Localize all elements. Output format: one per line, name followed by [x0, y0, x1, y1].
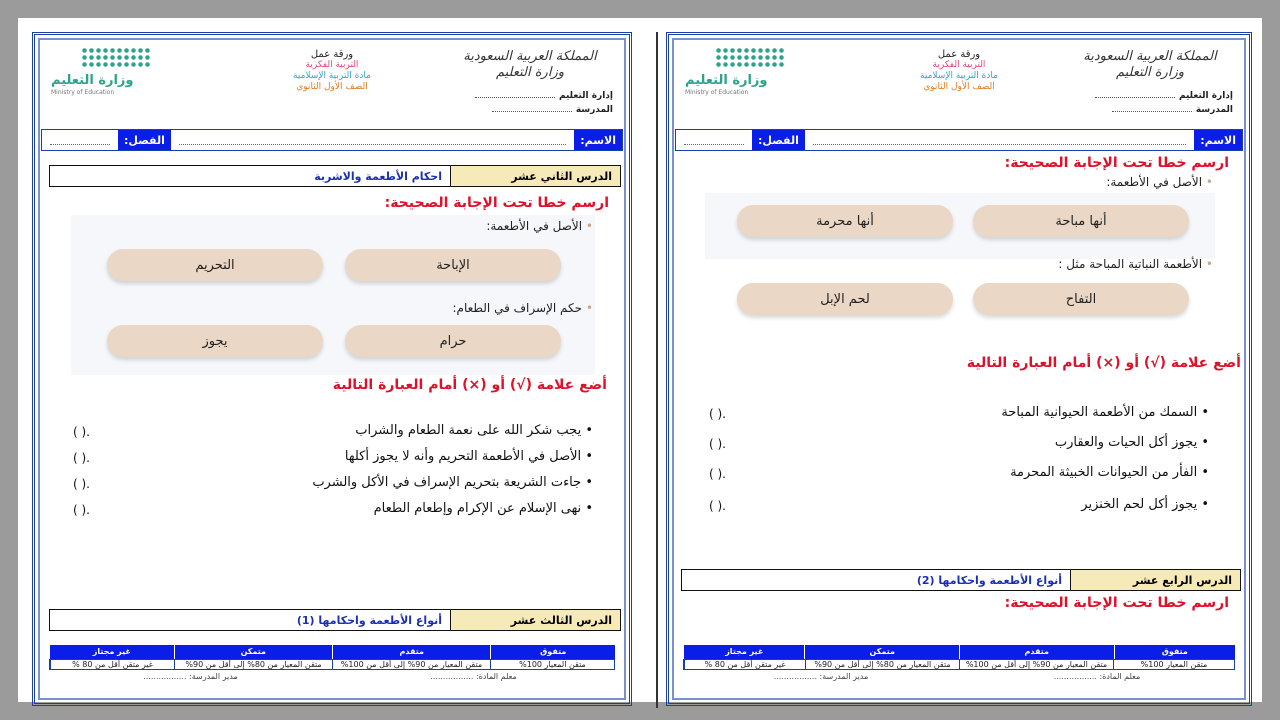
- name-label: الاسم:: [1194, 130, 1242, 150]
- question-text: • الأصل في الأطعمة:: [1106, 175, 1213, 189]
- answer-blank[interactable]: ( ).: [709, 467, 726, 481]
- q2-title: أضع علامة (√) أو (×) أمام العبارة التالية: [966, 355, 1241, 371]
- answer-option[interactable]: أنها محرمة: [737, 205, 953, 237]
- q1-title: ارسم خطا تحت الإجابة الصحيحة:: [384, 195, 609, 211]
- ministry-logo: وزارة التعليم Ministry of Education: [51, 47, 161, 107]
- statement: • يجوز أكل الحيات والعقارب: [1055, 435, 1209, 450]
- answer-option[interactable]: حرام: [345, 325, 561, 357]
- worksheet-left: [32, 32, 632, 706]
- name-bar: [41, 129, 623, 151]
- kingdom-calligraphy: المملكة العربية السعودية وزارة التعليم: [1083, 49, 1217, 80]
- class-label: الفصل:: [118, 130, 171, 150]
- worksheet-right: [666, 32, 1252, 706]
- q2-title: أضع علامة (√) أو (×) أمام العبارة التالية: [332, 377, 607, 393]
- grading-table: متفوق متقدم متمكن غير مجتاز متقن المعيار 100% متقن المعيار من 90% إلى أقل من 100% متقن المعيار من 80% إلى أقل من 90% غير متقن أقل من 80 % معلم المادة: ................. مدير المدرسة: .................: [683, 645, 1235, 685]
- grading-table: متفوق متقدم متمكن غير مجتاز متقن المعيار 100% متقن المعيار من 90% إلى أقل من 100% متقن المعيار من 80% إلى أقل من 90% غير متقن أقل من 80 % معلم المادة: ................. مدير المدرسة: .................: [49, 645, 615, 685]
- sheet-header: [45, 45, 619, 125]
- statement: • جاءت الشريعة بتحريم الإسراف في الأكل والشرب: [312, 475, 593, 490]
- question-text: • الأصل في الأطعمة:: [486, 219, 593, 233]
- name-field[interactable]: [813, 135, 1186, 145]
- answer-blank[interactable]: ( ).: [709, 437, 726, 451]
- answer-option[interactable]: الإباحة: [345, 249, 561, 281]
- answer-option[interactable]: التحريم: [107, 249, 323, 281]
- sheet-header: [679, 45, 1239, 125]
- question-text: • حكم الإسراف في الطعام:: [453, 301, 594, 315]
- worksheet-heading: ورقة عمل التربية الفكرية مادة التربية الإسلامية الصف الأول الثانوي: [293, 49, 371, 92]
- answer-option[interactable]: التفاح: [973, 283, 1189, 315]
- question-text: • الأطعمة النباتية المباحة مثل :: [1058, 257, 1213, 271]
- ministry-logo: وزارة التعليم Ministry of Education: [685, 47, 795, 107]
- worksheet-heading: ورقة عمل التربية الفكرية مادة التربية الإسلامية الصف الأول الثانوي: [920, 49, 998, 92]
- answer-blank[interactable]: ( ).: [73, 477, 90, 491]
- answer-blank[interactable]: ( ).: [73, 425, 90, 439]
- q3-title: ارسم خطا تحت الإجابة الصحيحة:: [1004, 595, 1229, 611]
- statement: • الفأر من الحيوانات الخبيثة المحرمة: [1010, 465, 1209, 480]
- lesson-banner: الدرس الثاني عشر احكام الأطعمة والاشربة: [49, 165, 621, 187]
- class-label: الفصل:: [752, 130, 805, 150]
- answer-blank[interactable]: ( ).: [709, 499, 726, 513]
- lesson-banner: الدرس الثالث عشر أنواع الأطعمة واحكامها (1): [49, 609, 621, 631]
- statement: • يجب شكر الله على نعمة الطعام والشراب: [355, 423, 593, 438]
- name-field[interactable]: [179, 135, 566, 145]
- answer-option[interactable]: يجوز: [107, 325, 323, 357]
- q1-title: ارسم خطا تحت الإجابة الصحيحة:: [1004, 155, 1229, 171]
- statement: • يجوز أكل لحم الخنزير: [1081, 497, 1209, 512]
- page-frame: [18, 18, 1262, 702]
- kingdom-calligraphy: المملكة العربية السعودية وزارة التعليم: [463, 49, 597, 80]
- answer-blank[interactable]: ( ).: [73, 503, 90, 517]
- class-field[interactable]: [50, 135, 110, 145]
- statement: • الأصل في الأطعمة التحريم وأنه لا يجوز أكلها: [345, 449, 593, 464]
- lesson-banner: الدرس الرابع عشر أنواع الأطعمة واحكامها (2): [681, 569, 1241, 591]
- answer-blank[interactable]: ( ).: [709, 407, 726, 421]
- answer-blank[interactable]: ( ).: [73, 451, 90, 465]
- name-label: الاسم:: [574, 130, 622, 150]
- name-bar: [675, 129, 1243, 151]
- page-divider: [656, 32, 658, 708]
- statement: • السمك من الأطعمة الحيوانية المباحة: [1001, 405, 1209, 420]
- answer-option[interactable]: أنها مباحة: [973, 205, 1189, 237]
- class-field[interactable]: [684, 135, 744, 145]
- answer-option[interactable]: لحم الإبل: [737, 283, 953, 315]
- admin-fields: إدارة التعليم المدرسة: [1095, 89, 1233, 117]
- admin-fields: إدارة التعليم المدرسة: [475, 89, 613, 117]
- statement: • نهى الإسلام عن الإكرام وإطعام الطعام: [374, 501, 593, 516]
